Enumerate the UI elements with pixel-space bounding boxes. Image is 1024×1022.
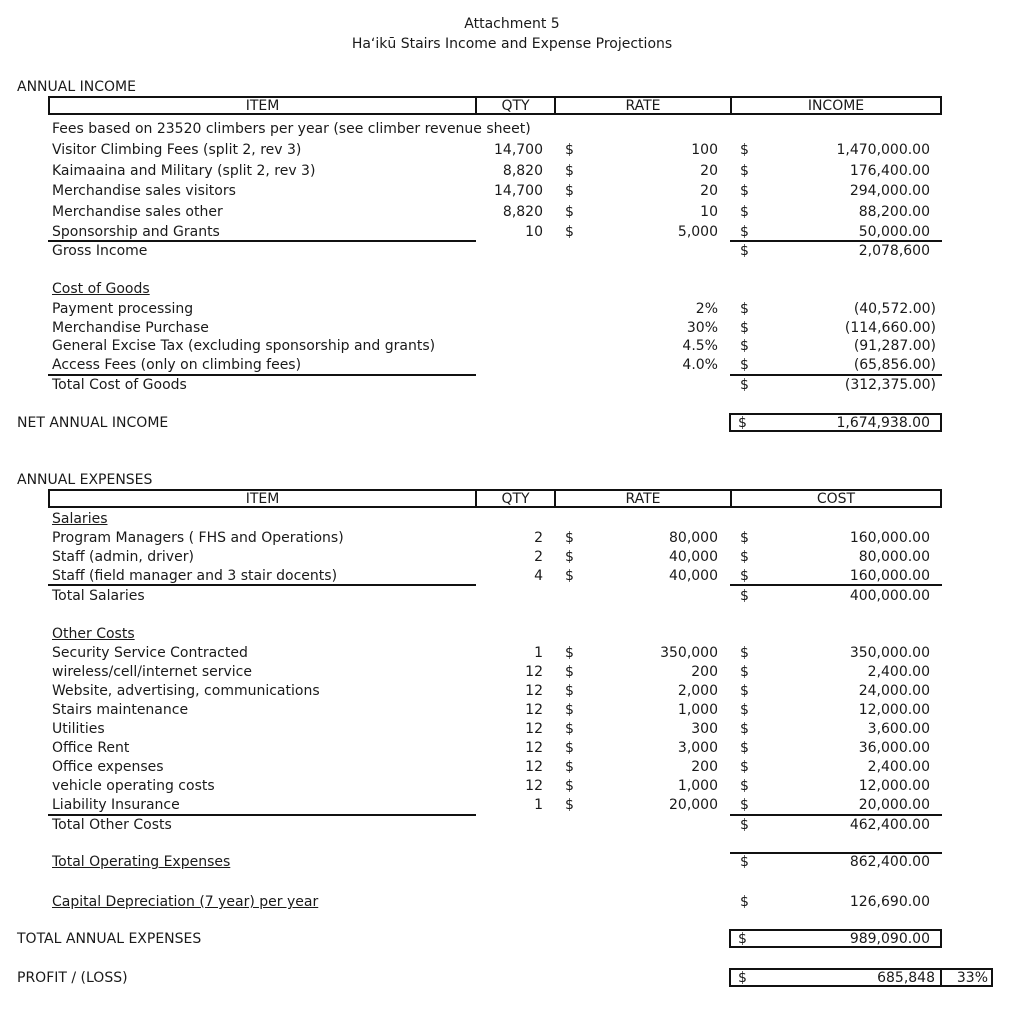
row-rate: 1,000 — [677, 778, 718, 794]
profit-percent: 33% — [956, 970, 988, 986]
total-operating-amount: 862,400.00 — [849, 854, 930, 870]
row-rate-currency: $ — [565, 568, 574, 584]
row-item: General Excise Tax (excluding sponsorship and grants) — [52, 338, 436, 354]
row-amount: 1,470,000.00 — [836, 142, 930, 158]
row-rate-currency: $ — [565, 778, 574, 794]
row-item: Office expenses — [52, 759, 164, 775]
row-rate-currency: $ — [565, 203, 574, 220]
profit-currency: $ — [738, 970, 747, 986]
depreciation-amount: 126,690.00 — [849, 894, 930, 910]
row-amount: 350,000.00 — [849, 645, 930, 661]
row-amount-currency: $ — [740, 301, 749, 317]
row-item: Program Managers ( FHS and Operations) — [52, 530, 344, 546]
total-salaries-label: Total Salaries — [52, 588, 145, 604]
row-amount-currency: $ — [740, 797, 749, 813]
other-costs-heading: Other Costs — [52, 626, 135, 642]
row-rate: 4.5% — [682, 338, 718, 354]
depreciation-label: Capital Depreciation (7 year) per year — [52, 894, 319, 910]
row-amount-currency: $ — [740, 162, 749, 179]
row-amount-currency: $ — [740, 740, 749, 756]
row-rate: 40,000 — [669, 549, 718, 565]
page-title: Haʻikū Stairs Income and Expense Projections — [351, 36, 673, 52]
row-rate: 40,000 — [669, 568, 718, 584]
col-qty: QTY — [477, 98, 556, 113]
row-item: wireless/cell/internet service — [52, 664, 252, 680]
row-amount-currency: $ — [740, 702, 749, 718]
row-rate-currency: $ — [565, 759, 574, 775]
row-qty: 12 — [525, 664, 543, 680]
income-section-label: ANNUAL INCOME — [17, 79, 136, 95]
row-amount: 20,000.00 — [858, 797, 930, 813]
total-other-amount: 462,400.00 — [849, 817, 930, 833]
row-rate: 1,000 — [677, 702, 718, 718]
row-amount: 36,000.00 — [858, 740, 930, 756]
row-item: Office Rent — [52, 740, 130, 756]
net-income-amount: 1,674,938.00 — [836, 415, 930, 431]
row-rate-currency: $ — [565, 683, 574, 699]
row-item: Stairs maintenance — [52, 702, 189, 718]
row-amount: 160,000.00 — [849, 568, 930, 584]
row-item: Staff (field manager and 3 stair docents) — [52, 568, 338, 584]
row-rate: 200 — [691, 664, 718, 680]
row-amount: 12,000.00 — [858, 778, 930, 794]
row-qty: 10 — [525, 224, 543, 240]
row-rate-currency: $ — [565, 183, 574, 199]
row-qty: 12 — [525, 740, 543, 756]
total-salaries-currency: $ — [740, 588, 749, 604]
total-annual-expenses-amount: 989,090.00 — [849, 931, 930, 947]
attachment-label: Attachment 5 — [464, 16, 560, 32]
row-item: Liability Insurance — [52, 797, 180, 813]
row-amount-currency: $ — [740, 224, 749, 240]
col-qty: QTY — [477, 491, 556, 506]
row-rate-currency: $ — [565, 702, 574, 718]
depreciation-currency: $ — [740, 894, 749, 910]
row-rate-currency: $ — [565, 162, 574, 179]
total-cog-currency: $ — [740, 377, 749, 393]
col-income: INCOME — [807, 98, 865, 114]
row-amount: (91,287.00) — [853, 338, 936, 354]
row-rate: 20 — [700, 162, 718, 179]
row-qty: 12 — [525, 702, 543, 718]
col-item: ITEM — [50, 98, 477, 113]
total-cog-amount: (312,375.00) — [844, 377, 936, 393]
row-amount-currency: $ — [740, 721, 749, 737]
col-item: ITEM — [50, 491, 477, 506]
row-rate: 100 — [691, 142, 718, 158]
row-amount-currency: $ — [740, 645, 749, 661]
row-rate-currency: $ — [565, 549, 574, 565]
col-rate: RATE — [556, 491, 732, 506]
row-amount: 24,000.00 — [858, 683, 930, 699]
row-qty: 4 — [534, 568, 543, 584]
row-rate: 10 — [700, 203, 718, 220]
row-rate: 20 — [700, 183, 718, 199]
gross-income-label: Gross Income — [52, 243, 148, 259]
gross-income-currency: $ — [740, 243, 749, 259]
salary-item-rule — [48, 584, 476, 586]
row-rate: 20,000 — [669, 797, 718, 813]
salaries-heading: Salaries — [52, 511, 108, 527]
row-qty: 12 — [525, 683, 543, 699]
total-other-currency: $ — [740, 817, 749, 833]
row-qty: 12 — [525, 759, 543, 775]
row-qty: 14,700 — [494, 142, 543, 158]
total-salaries-amount: 400,000.00 — [849, 588, 930, 604]
cost-of-goods-heading: Cost of Goods — [52, 281, 150, 297]
row-qty: 12 — [525, 721, 543, 737]
row-amount: 294,000.00 — [849, 183, 930, 199]
row-item: Sponsorship and Grants — [52, 224, 220, 240]
total-cog-label: Total Cost of Goods — [52, 377, 187, 393]
row-rate-currency: $ — [565, 645, 574, 661]
row-item: Merchandise sales other — [52, 203, 223, 220]
row-rate: 300 — [691, 721, 718, 737]
row-item: Staff (admin, driver) — [52, 549, 194, 565]
expenses-section-label: ANNUAL EXPENSES — [17, 472, 153, 488]
row-qty: 12 — [525, 778, 543, 794]
row-amount: 3,600.00 — [867, 721, 930, 737]
col-cost: COST — [816, 491, 856, 507]
row-amount-currency: $ — [740, 142, 749, 158]
row-item: Utilities — [52, 721, 105, 737]
row-qty: 1 — [534, 797, 543, 813]
row-amount-currency: $ — [740, 338, 749, 354]
row-item: Website, advertising, communications — [52, 683, 320, 699]
row-item: vehicle operating costs — [52, 778, 215, 794]
row-rate: 350,000 — [660, 645, 718, 661]
row-rate: 5,000 — [677, 224, 718, 240]
profit-amount: 685,848 — [877, 970, 935, 986]
total-annual-expenses-label: TOTAL ANNUAL EXPENSES — [17, 931, 202, 947]
net-income-currency: $ — [738, 415, 747, 431]
salary-amount-rule — [730, 584, 942, 586]
row-item: Visitor Climbing Fees (split 2, rev 3) — [52, 142, 302, 158]
row-amount-currency: $ — [740, 568, 749, 584]
row-amount: 160,000.00 — [849, 530, 930, 546]
row-amount-currency: $ — [740, 319, 749, 336]
row-amount-currency: $ — [740, 549, 749, 565]
total-operating-label: Total Operating Expenses — [52, 854, 231, 870]
row-amount-currency: $ — [740, 530, 749, 546]
net-income-label: NET ANNUAL INCOME — [17, 415, 169, 431]
row-item: Merchandise Purchase — [52, 319, 209, 336]
row-amount-currency: $ — [740, 203, 749, 220]
income-note: Fees based on 23520 climbers per year (see climber revenue sheet) — [52, 121, 531, 137]
row-rate-currency: $ — [565, 797, 574, 813]
row-amount-currency: $ — [740, 778, 749, 794]
row-rate-currency: $ — [565, 530, 574, 546]
row-amount: 12,000.00 — [858, 702, 930, 718]
row-amount: 2,400.00 — [867, 759, 930, 775]
row-rate: 2% — [695, 301, 718, 317]
row-item: Kaimaaina and Military (split 2, rev 3) — [52, 162, 316, 179]
row-amount: 176,400.00 — [849, 162, 930, 179]
row-qty: 1 — [534, 645, 543, 661]
row-rate-currency: $ — [565, 740, 574, 756]
row-amount-currency: $ — [740, 683, 749, 699]
row-rate: 2,000 — [677, 683, 718, 699]
total-operating-currency: $ — [740, 854, 749, 870]
row-rate-currency: $ — [565, 142, 574, 158]
row-rate: 4.0% — [682, 356, 718, 373]
row-item: Security Service Contracted — [52, 645, 248, 661]
row-rate: 200 — [691, 759, 718, 775]
row-rate-currency: $ — [565, 224, 574, 240]
row-item: Merchandise sales visitors — [52, 183, 236, 199]
row-rate: 30% — [686, 319, 718, 336]
row-item: Access Fees (only on climbing fees) — [52, 356, 302, 373]
row-rate-currency: $ — [565, 721, 574, 737]
row-amount: (40,572.00) — [853, 301, 936, 317]
row-amount: 2,400.00 — [867, 664, 930, 680]
row-amount-currency: $ — [740, 183, 749, 199]
row-rate-currency: $ — [565, 664, 574, 680]
row-amount-currency: $ — [740, 356, 749, 373]
row-rate: 80,000 — [669, 530, 718, 546]
row-qty: 2 — [534, 530, 543, 546]
total-other-label: Total Other Costs — [52, 817, 172, 833]
row-amount: 80,000.00 — [858, 549, 930, 565]
profit-label: PROFIT / (LOSS) — [17, 970, 128, 986]
row-amount: 88,200.00 — [858, 203, 930, 220]
income-table-header — [48, 96, 942, 115]
row-amount: (114,660.00) — [844, 319, 936, 336]
expenses-table-header — [48, 489, 942, 508]
row-qty: 8,820 — [502, 162, 543, 179]
row-rate: 3,000 — [677, 740, 718, 756]
row-amount: (65,856.00) — [853, 356, 936, 373]
row-qty: 2 — [534, 549, 543, 565]
gross-income-amount: 2,078,600 — [858, 243, 930, 259]
row-qty: 14,700 — [494, 183, 543, 199]
col-rate: RATE — [556, 98, 732, 113]
row-amount-currency: $ — [740, 664, 749, 680]
total-annual-expenses-currency: $ — [738, 931, 747, 947]
row-amount: 50,000.00 — [858, 224, 930, 240]
row-qty: 8,820 — [502, 203, 543, 220]
row-amount-currency: $ — [740, 759, 749, 775]
row-item: Payment processing — [52, 301, 194, 317]
